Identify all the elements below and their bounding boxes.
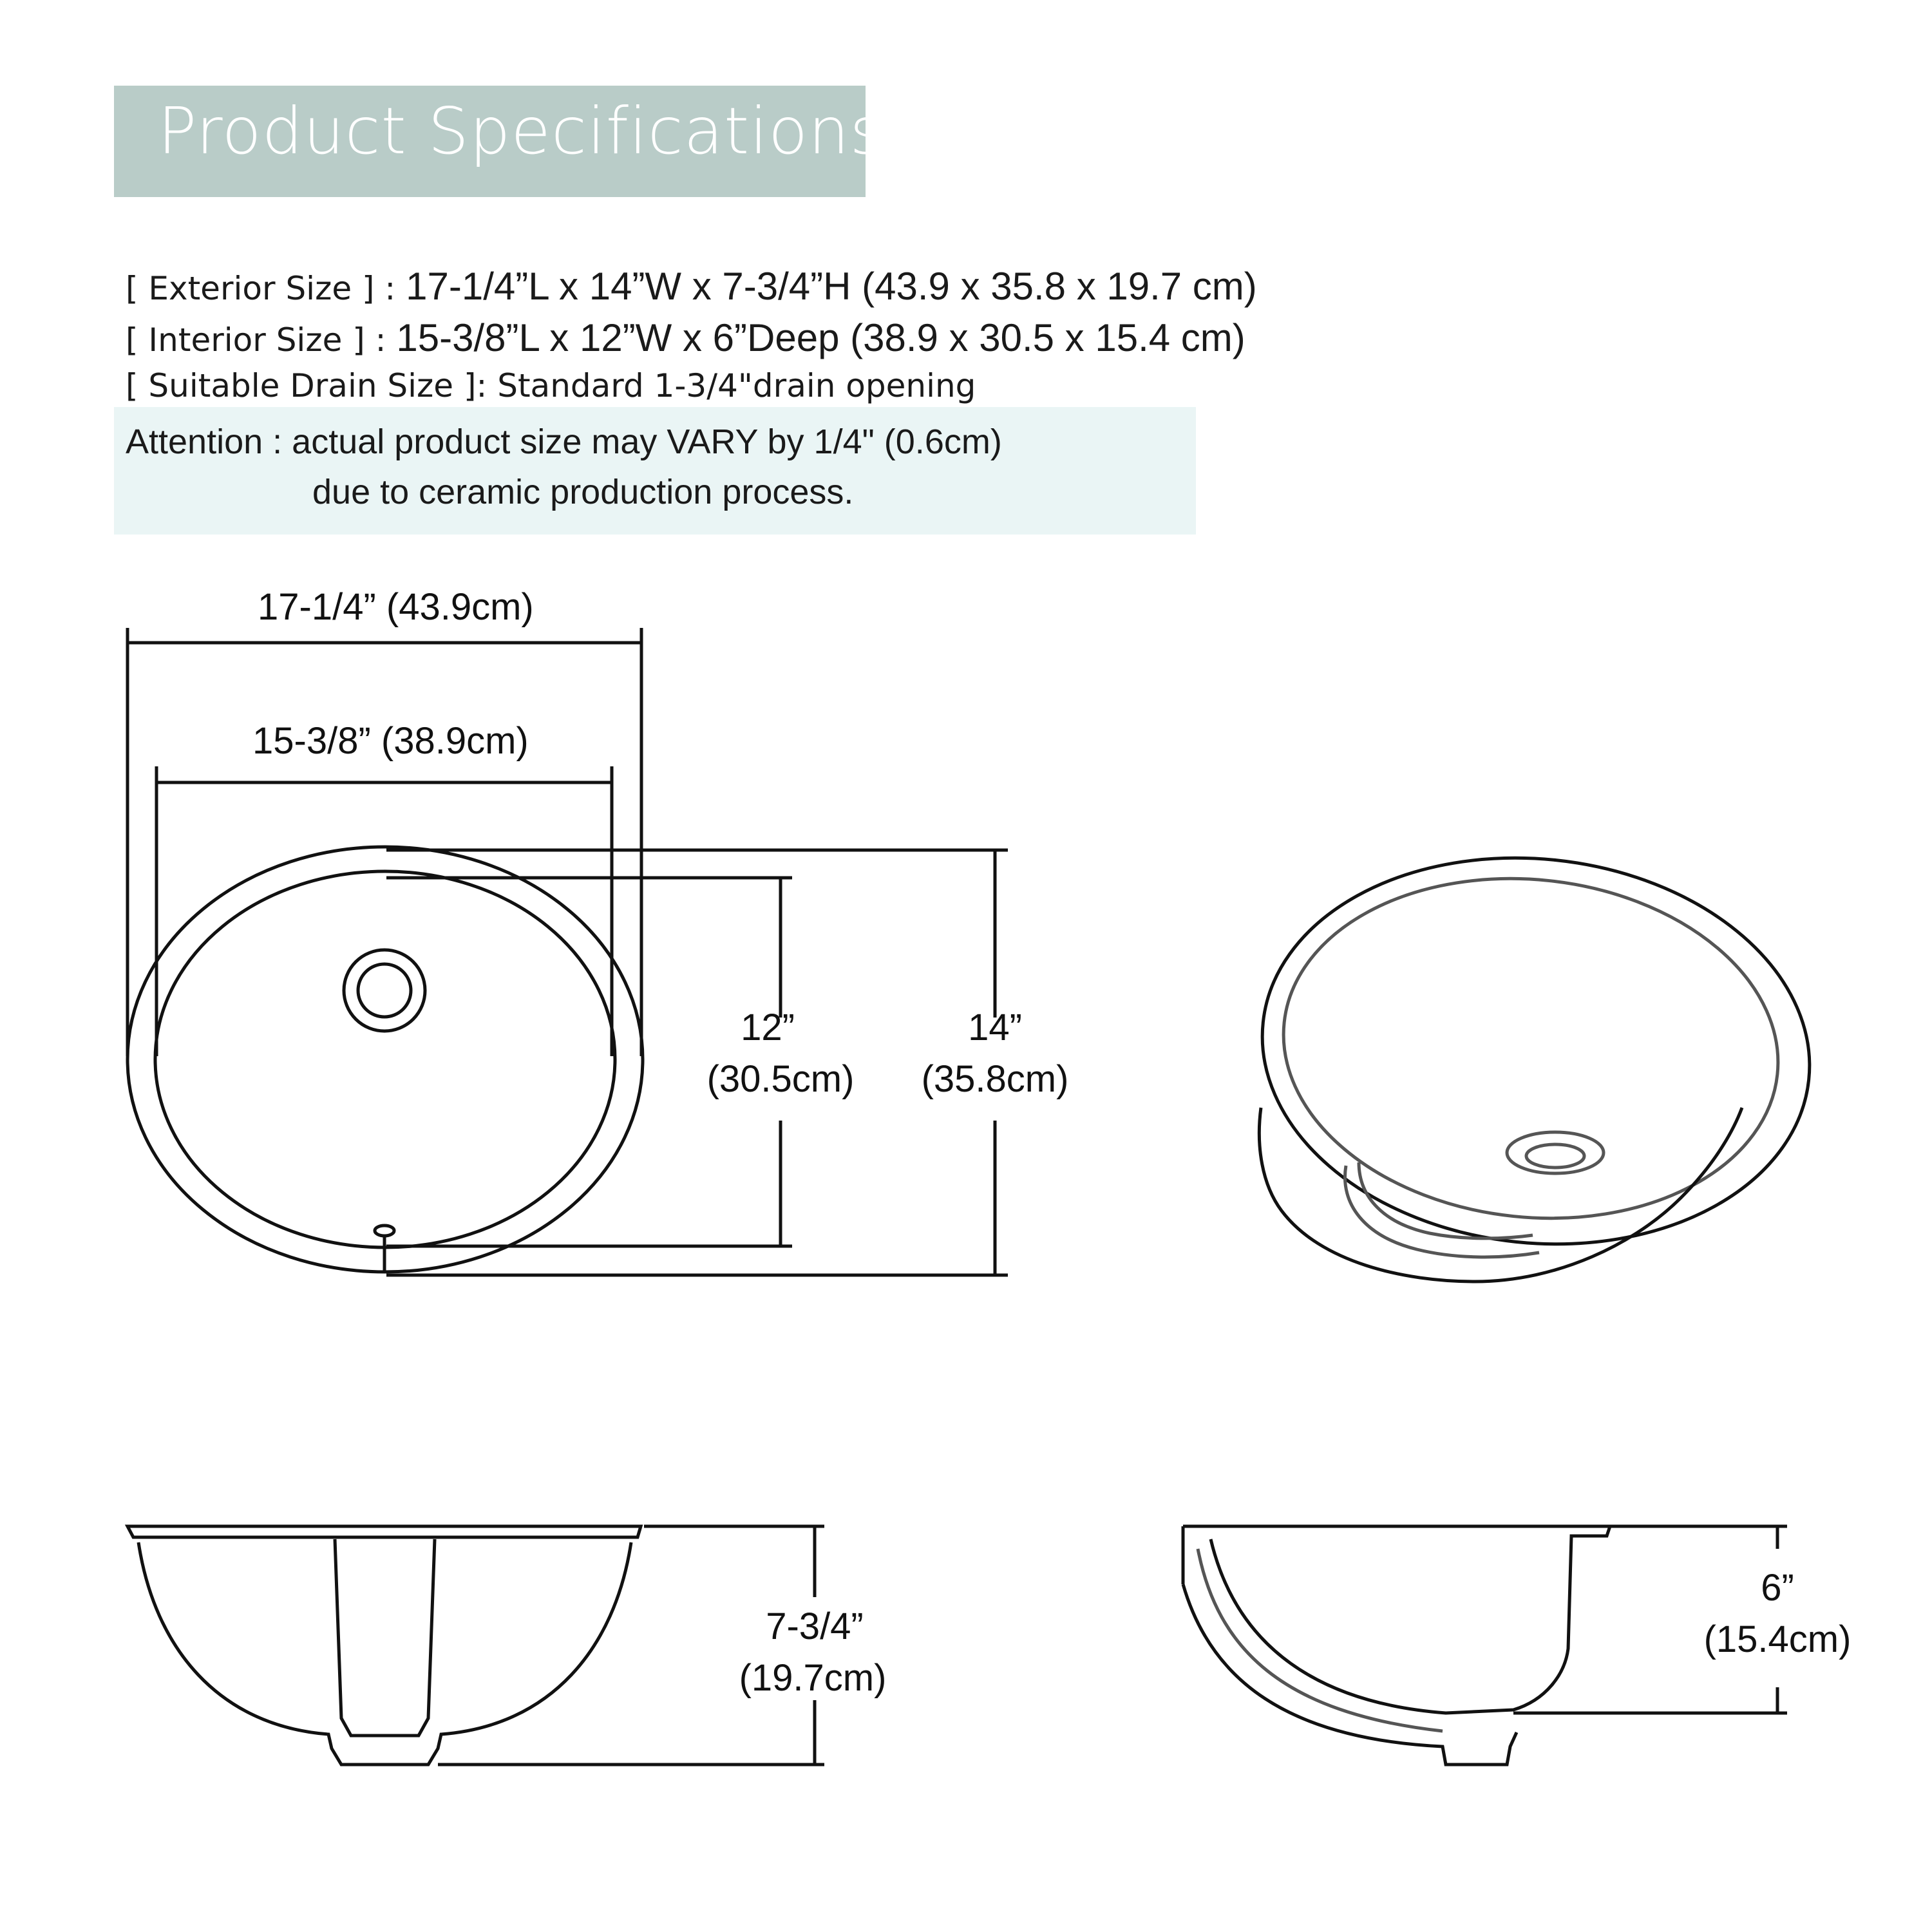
attention-line-1: Attention : actual product size may VARY by 1/4" (0.6cm) xyxy=(126,422,1002,461)
drain-outer-circle xyxy=(344,950,425,1031)
exterior-length-label: 17-1/4” (43.9cm) xyxy=(258,586,534,628)
exterior-size-label: [ Exterior Size ] : xyxy=(126,270,396,307)
front-section-view xyxy=(128,1526,641,1765)
side-overflow-channel xyxy=(1198,1549,1443,1731)
side-section-view xyxy=(1183,1526,1610,1765)
inner-basin-ellipse xyxy=(155,871,615,1247)
perspective-view xyxy=(1243,831,1829,1282)
interior-width-cm-label: (30.5cm) xyxy=(706,1058,855,1100)
front-rim xyxy=(128,1526,641,1537)
drain-size-label: [ Suitable Drain Size ]: xyxy=(126,367,488,404)
interior-size-label: [ Interior Size ] : xyxy=(126,321,386,359)
top-view xyxy=(128,847,643,1272)
exterior-size-value: 17-1/4”L x 14”W x 7-3/4”H (43.9 x 35.8 x 19.7 cm) xyxy=(406,265,1257,308)
interior-width-inch-label: 12” xyxy=(741,1007,795,1048)
exterior-width-dimension xyxy=(386,850,1008,1275)
depth-cm-label: (15.4cm) xyxy=(1703,1618,1852,1660)
perspective-drain-inner xyxy=(1526,1144,1584,1168)
front-bowl-outline xyxy=(138,1542,631,1765)
interior-length-dimension xyxy=(156,766,612,1056)
perspective-outer-rim xyxy=(1243,831,1829,1271)
exterior-width-inch-label: 14” xyxy=(968,1007,1022,1048)
height-cm-label: (19.7cm) xyxy=(739,1657,887,1699)
drain-size-value: Standard 1-3/4"drain opening xyxy=(497,367,976,404)
perspective-overflow-channel xyxy=(1345,1166,1539,1257)
interior-length-label: 15-3/8” (38.9cm) xyxy=(252,720,529,762)
outer-rim-ellipse xyxy=(128,847,643,1272)
overflow-hole xyxy=(375,1226,394,1236)
front-overflow-channel xyxy=(335,1539,435,1736)
height-inch-label: 7-3/4” xyxy=(766,1605,864,1647)
side-bowl-inner xyxy=(1211,1526,1610,1713)
interior-size-value: 15-3/8”L x 12”W x 6”Deep (38.9 x 30.5 x 15.4 cm) xyxy=(396,316,1245,359)
depth-inch-label: 6” xyxy=(1761,1567,1794,1609)
side-bowl-outer xyxy=(1183,1584,1517,1765)
drain-inner-circle xyxy=(358,964,411,1017)
exterior-width-cm-label: (35.8cm) xyxy=(921,1058,1069,1100)
attention-line-2: due to ceramic production process. xyxy=(312,473,854,511)
page-title: Product Specifications xyxy=(158,93,884,169)
exterior-length-dimension xyxy=(128,628,641,1056)
